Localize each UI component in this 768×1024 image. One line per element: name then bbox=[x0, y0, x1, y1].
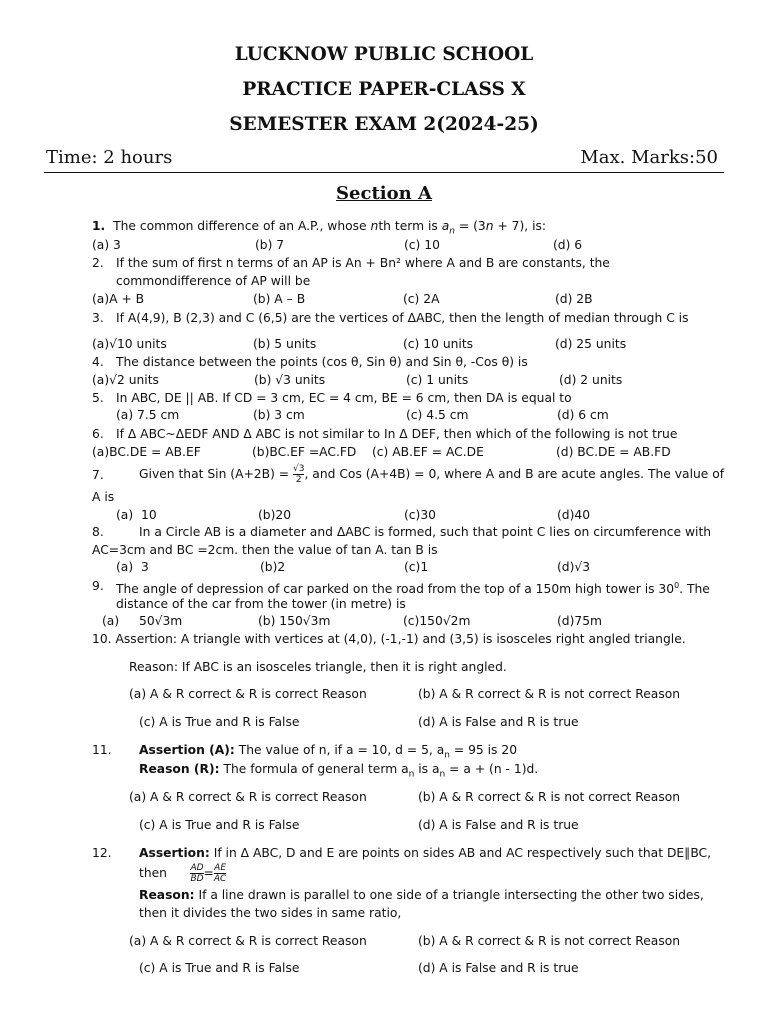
q11-option-d: (d) A is False and R is true bbox=[418, 818, 579, 832]
q2-option-d: (d) 2B bbox=[555, 292, 593, 306]
q12-option-d: (d) A is False and R is true bbox=[418, 961, 579, 975]
q7-text-line2: A is bbox=[92, 490, 115, 504]
q2-option-b: (b) A – B bbox=[253, 292, 306, 306]
q12-ratio: then $\frac{AD}{BD}$ = $\frac{AE}{AC}$ bbox=[139, 863, 227, 884]
q2-option-c: (c) 2A bbox=[403, 292, 440, 306]
q10-option-b: (b) A & R correct & R is not correct Reason bbox=[418, 687, 681, 701]
q10-reason: Reason: If ABC is an isosceles triangle, then it is right angled. bbox=[129, 660, 507, 674]
header-divider bbox=[44, 172, 724, 173]
q2-text-line1: If the sum of first n terms of an AP is An + Bn² where A and B are constants, the bbox=[116, 256, 610, 270]
q9-text-line2: distance of the car from the tower (in metre) is bbox=[116, 597, 406, 611]
q12-option-a: (a) A & R correct & R is correct Reason bbox=[129, 934, 367, 948]
q8-option-b: (b)2 bbox=[260, 560, 286, 574]
q1-option-d: (d) 6 bbox=[553, 238, 583, 252]
q3-option-b: (b) 5 units bbox=[253, 337, 317, 351]
q4-text: The distance between the points (cos θ, Sin θ) and Sin θ, -Cos θ) is bbox=[116, 355, 528, 369]
q12-assertion: Assertion: If in Δ ABC, D and E are points on sides AB and AC respectively such that DE∥BC, bbox=[139, 846, 712, 860]
q1-option-b: (b) 7 bbox=[255, 238, 285, 252]
q3-text: If A(4,9), B (2,3) and C (6,5) are the vertices of ΔABC, then the length of median through C is bbox=[116, 311, 689, 325]
q2-number: 2. bbox=[92, 256, 104, 270]
q8-text-line2: AC=3cm and BC =2cm. then the value of tan A. tan B is bbox=[92, 543, 438, 557]
q7-fraction: $\frac{√3}{2}$ bbox=[293, 464, 305, 485]
q3-option-d: (d) 25 units bbox=[555, 337, 627, 351]
q12-option-b: (b) A & R correct & R is not correct Reason bbox=[418, 934, 681, 948]
q6-option-b: (b)BC.EF =AC.FD bbox=[252, 445, 357, 459]
q5-number: 5. bbox=[92, 391, 104, 405]
q4-option-a: (a)√2 units bbox=[92, 373, 159, 387]
section-title: Section A bbox=[336, 183, 432, 204]
q12-fraction-ad-bd: $\frac{AD}{BD}$ bbox=[190, 863, 204, 884]
q12-number: 12. bbox=[92, 846, 112, 860]
q9-text-line1: The angle of depression of car parked on the road from the top of a 150m high tower is $30^0$. The bbox=[116, 581, 710, 597]
q2-option-a: (a)A + B bbox=[92, 292, 145, 306]
q6-option-c: (c) AB.EF = AC.DE bbox=[372, 445, 484, 459]
q12-reason-line1: Reason: If a line drawn is parallel to one side of a triangle intersecting the other two sides, bbox=[139, 888, 704, 902]
q2-text-line2: commondifference of AP will be bbox=[116, 274, 311, 288]
q11-option-a: (a) A & R correct & R is correct Reason bbox=[129, 790, 367, 804]
q8-option-d: (d)√3 bbox=[557, 560, 591, 574]
question-1: 1. The common difference of an A.P., whose nth term is $a_n = (3n + 7)$, is: bbox=[92, 219, 547, 237]
school-name: LUCKNOW PUBLIC SCHOOL bbox=[234, 44, 534, 65]
q9-option-a: 50√3m bbox=[139, 614, 183, 628]
time-label: Time: 2 hours bbox=[46, 147, 173, 168]
q4-option-b: (b) √3 units bbox=[254, 373, 326, 387]
q5-option-c: (c) 4.5 cm bbox=[406, 408, 469, 422]
q5-text: In ABC, DE || AB. If CD = 3 cm, EC = 4 cm, BE = 6 cm, then DA is equal to bbox=[116, 391, 572, 405]
q9-option-c: (c)150√2m bbox=[403, 614, 471, 628]
q6-option-a: (a)BC.DE = AB.EF bbox=[92, 445, 201, 459]
q4-number: 4. bbox=[92, 355, 104, 369]
q11-assertion: Assertion (A): The value of n, if a = 10, d = 5, $a_n = 95$ is 20 bbox=[139, 743, 518, 761]
q3-option-a: (a)√10 units bbox=[92, 337, 167, 351]
q6-text: If Δ ABC~ΔEDF AND Δ ABC is not similar to In Δ DEF, then which of the following is not true bbox=[116, 427, 678, 441]
q12-fraction-ae-ac: $\frac{AE}{AC}$ bbox=[213, 863, 227, 884]
q6-number: 6. bbox=[92, 427, 104, 441]
q7-option-b: (b)20 bbox=[258, 508, 292, 522]
q11-reason: Reason (R): The formula of general term $a_n$ is $a_n = a + (n - 1)d$. bbox=[139, 762, 539, 780]
max-marks-label: Max. Marks:50 bbox=[580, 147, 718, 168]
exam-title: SEMESTER EXAM 2(2024-25) bbox=[229, 114, 539, 135]
q12-option-c: (c) A is True and R is False bbox=[139, 961, 300, 975]
q5-option-a: (a) 7.5 cm bbox=[116, 408, 180, 422]
q3-number: 3. bbox=[92, 311, 104, 325]
q4-option-c: (c) 1 units bbox=[406, 373, 469, 387]
q1-option-c: (c) 10 bbox=[404, 238, 440, 252]
paper-title: PRACTICE PAPER-CLASS X bbox=[242, 79, 526, 100]
q5-option-d: (d) 6 cm bbox=[557, 408, 609, 422]
q7-number: 7. bbox=[92, 468, 104, 482]
q8-text-line1: In a Circle AB is a diameter and ΔABC is formed, such that point C lies on circumference with bbox=[139, 525, 712, 539]
q7-option-a-label: (a) bbox=[116, 508, 134, 522]
q4-option-d: (d) 2 units bbox=[559, 373, 623, 387]
q8-number: 8. bbox=[92, 525, 104, 539]
q6-option-d: (d) BC.DE = AB.FD bbox=[556, 445, 671, 459]
q11-number: 11. bbox=[92, 743, 112, 757]
q12-reason-line2: then it divides the two sides in same ratio, bbox=[139, 906, 402, 920]
q9-number: 9. bbox=[92, 579, 104, 593]
q7-option-d: (d)40 bbox=[557, 508, 591, 522]
q7-text-line1: Given that Sin (A+2B) = $\frac{√3}{2}$ , and Cos (A+4B) = 0, where A and B are acute angles. The value of bbox=[139, 464, 725, 485]
q9-option-a-label: (a) bbox=[102, 614, 120, 628]
q10-option-c: (c) A is True and R is False bbox=[139, 715, 300, 729]
q9-option-d: (d)75m bbox=[557, 614, 603, 628]
q11-option-c: (c) A is True and R is False bbox=[139, 818, 300, 832]
q7-option-a: 10 bbox=[141, 508, 157, 522]
q8-option-a-label: (a) bbox=[116, 560, 134, 574]
q7-option-c: (c)30 bbox=[404, 508, 437, 522]
q3-option-c: (c) 10 units bbox=[403, 337, 474, 351]
q10-option-d: (d) A is False and R is true bbox=[418, 715, 579, 729]
q10-assertion: 10. Assertion: A triangle with vertices at (4,0), (-1,-1) and (3,5) is isosceles right angled triangle. bbox=[92, 632, 686, 646]
q11-option-b: (b) A & R correct & R is not correct Reason bbox=[418, 790, 681, 804]
q9-option-b: (b) 150√3m bbox=[258, 614, 331, 628]
q8-option-a: 3 bbox=[141, 560, 149, 574]
q8-option-c: (c)1 bbox=[404, 560, 429, 574]
q1-option-a: (a) 3 bbox=[92, 238, 121, 252]
q10-option-a: (a) A & R correct & R is correct Reason bbox=[129, 687, 367, 701]
q5-option-b: (b) 3 cm bbox=[253, 408, 305, 422]
